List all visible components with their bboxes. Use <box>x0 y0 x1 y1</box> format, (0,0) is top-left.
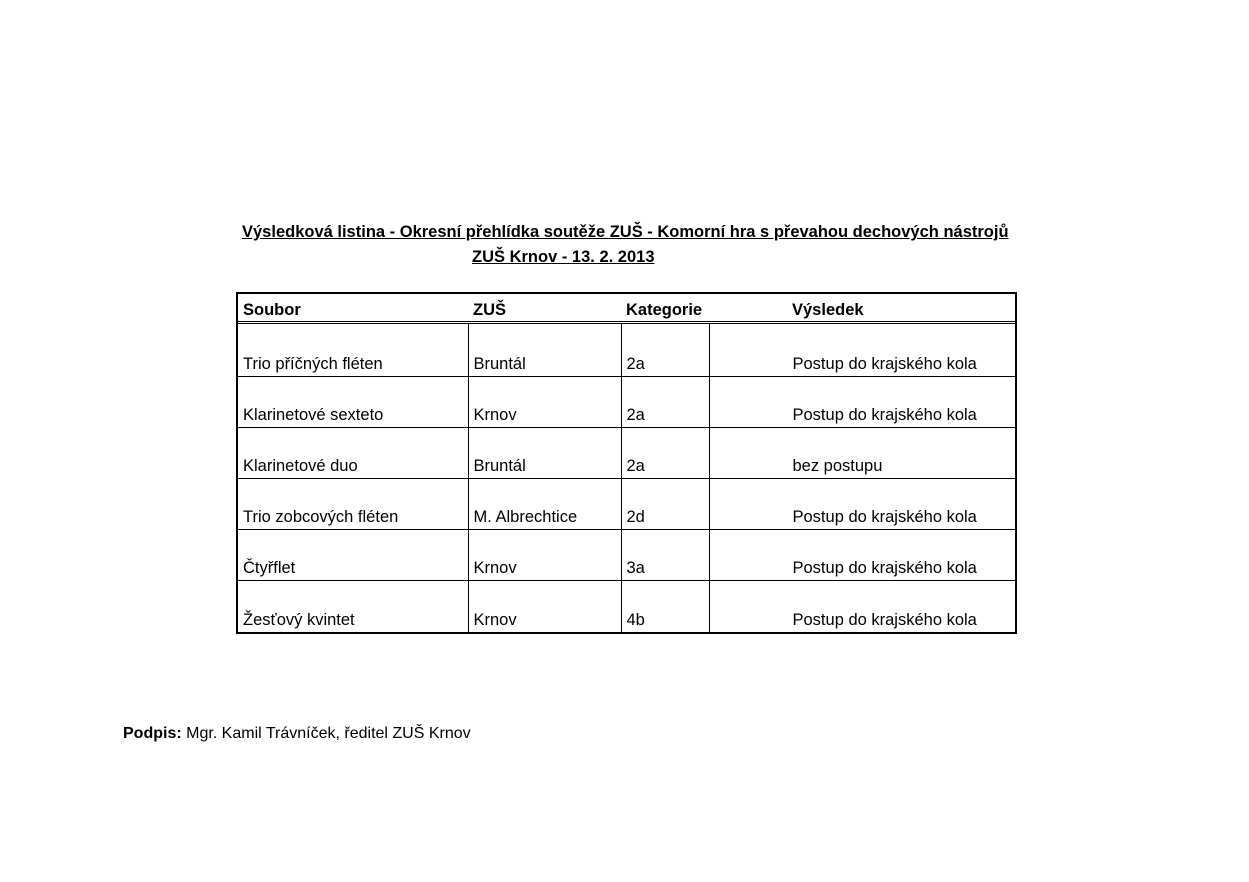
results-table <box>236 292 1017 634</box>
cell-kategorie: 4b <box>621 581 709 632</box>
table-header-row <box>238 294 1015 322</box>
cell-zus: Bruntál <box>468 427 621 478</box>
cell-kategorie: 2a <box>621 322 709 376</box>
cell-zus: Bruntál <box>468 322 621 376</box>
cell-zus: M. Albrechtice <box>468 478 621 529</box>
table-row <box>238 530 1015 581</box>
cell-kategorie: 2a <box>621 376 709 427</box>
cell-vysledek: Postup do krajského kola <box>709 322 1015 376</box>
signature-line <box>123 725 471 743</box>
header-kategorie: Kategorie <box>621 294 709 322</box>
cell-soubor: Trio příčných fléten <box>243 354 383 373</box>
cell-kategorie: 2a <box>621 427 709 478</box>
cell-soubor: Trio zobcových fléten <box>243 508 399 527</box>
document-title: Výsledková listina - Okresní přehlídka soutěže ZUŠ - Komorní hra s převahou dechových nástrojů <box>242 223 1009 241</box>
table-row <box>238 427 1015 478</box>
signature-text: Mgr. Kamil Trávníček, ředitel ZUŠ Krnov <box>181 725 471 742</box>
document-subtitle: ZUŠ Krnov - 13. 2. 2013 <box>472 248 655 266</box>
header-vysledek: Výsledek <box>709 294 1015 322</box>
table-row <box>238 376 1015 427</box>
cell-soubor: Klarinetové duo <box>243 456 358 475</box>
cell-soubor: Klarinetové sexteto <box>243 405 384 424</box>
cell-soubor: Čtyřflet <box>243 559 296 578</box>
cell-vysledek: Postup do krajského kola <box>709 376 1015 427</box>
cell-zus: Krnov <box>468 376 621 427</box>
header-soubor: Soubor <box>238 294 468 322</box>
cell-vysledek: Postup do krajského kola <box>709 581 1015 632</box>
table-row <box>238 581 1015 632</box>
table-row <box>238 322 1015 376</box>
signature-label: Podpis: <box>123 725 182 742</box>
cell-vysledek: Postup do krajského kola <box>709 478 1015 529</box>
cell-zus: Krnov <box>468 581 621 632</box>
cell-zus: Krnov <box>468 530 621 581</box>
cell-vysledek: bez postupu <box>709 427 1015 478</box>
cell-vysledek: Postup do krajského kola <box>709 530 1015 581</box>
cell-soubor: Žesťový kvintet <box>243 611 355 629</box>
table-row <box>238 478 1015 529</box>
cell-kategorie: 2d <box>621 478 709 529</box>
cell-kategorie: 3a <box>621 530 709 581</box>
header-zus: ZUŠ <box>468 294 621 322</box>
